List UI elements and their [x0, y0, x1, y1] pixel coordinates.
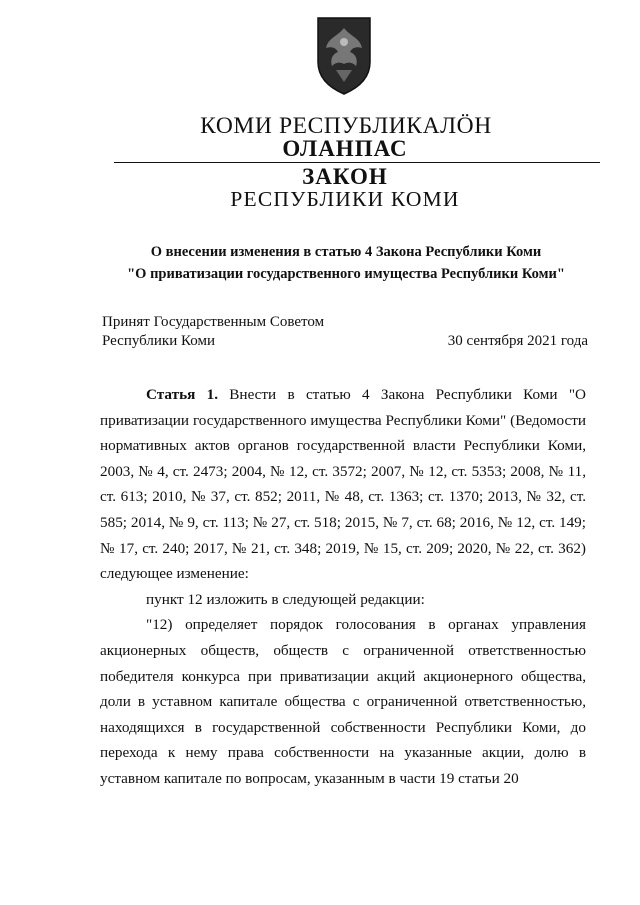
header-zakon: ЗАКОН: [302, 164, 388, 189]
adoption-date: 30 сентября 2021 года: [447, 333, 588, 349]
header-republic: РЕСПУБЛИКИ КОМИ: [230, 187, 460, 211]
law-title-line-1: О внесении изменения в статью 4 Закона Республики Коми: [150, 244, 542, 260]
article-1-paragraph: [100, 382, 586, 587]
law-title-line-2: "О приватизации государственного имущества Республики Коми": [127, 266, 565, 282]
article-item: пункт 12 изложить в следующей редакции:: [146, 590, 425, 608]
adopted-line-1: Принят Государственным Советом: [102, 314, 325, 330]
article-quote: "12) определяет порядок голосования в органах управления акционерных обществ, обществ с ограниченной ответственностью победителя конкурса при приватизации акций акционерного общества, доли в уставном капитале общества с ограниченной ответственностью, находящихся в государственной собственности Республики Коми, до перехода к нему права собственности на указанные акции, долю в уставном капитале по вопросам, указанным в части 19 статьи 20: [100, 616, 586, 787]
article-body: [100, 382, 586, 792]
header-olanpas: ОЛАНПАС: [282, 136, 408, 161]
header-komi-line: КОМИ РЕСПУБЛИКАЛӦН: [200, 113, 492, 139]
coat-of-arms-icon: [314, 14, 374, 96]
header-divider: [114, 162, 600, 163]
article-label: Статья 1.: [146, 386, 219, 403]
article-text: Внести в статью 4 Закона Республики Коми "О приватизации государственного имущества Республики Коми" (Ведомости нормативных актов органов государственной власти Республики Коми, 2003, № 4, ст. 2473; 2004, № 12, ст. 3572; 2007, № 12, ст. 5353; 2008, № 11, ст. 613; 2010, № 37, ст. 852; 2011, № 48, ст. 1363; ст. 1370; 2013, № 32, ст. 585; 2014, № 9, ст. 113; № 27, ст. 518; 2015, № 7, ст. 68; 2016, № 12, ст. 149; № 17, ст. 240; 2017, № 21, ст. 348; 2019, № 15, ст. 209; 2020, № 22, ст. 362) следующее изменение:: [100, 386, 586, 583]
adopted-by: [102, 313, 324, 351]
law-title: [0, 241, 640, 285]
adopted-line-2: Республики Коми: [102, 333, 215, 349]
